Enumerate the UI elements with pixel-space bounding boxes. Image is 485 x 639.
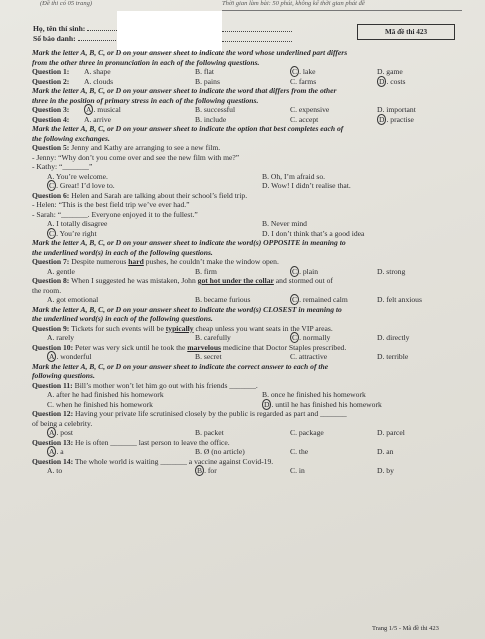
option-text: . carefully — [200, 333, 231, 342]
page-count-note: (Đề thi có 05 trang) — [40, 0, 92, 7]
question-row — [32, 67, 462, 77]
question-text: Tickets for such events will be — [71, 323, 166, 333]
answer-option — [377, 428, 405, 438]
name-blank-extension — [222, 31, 292, 32]
option-letter: B — [262, 219, 268, 228]
option-text: . I don’t think that’s a good idea — [267, 228, 365, 238]
answer-option — [290, 67, 316, 77]
exam-time-note: Thời gian làm bài: 50 phút, không kể thời gian phát đề — [222, 0, 365, 7]
answer-option — [47, 219, 107, 229]
answer-option — [47, 181, 115, 191]
question-prompt — [32, 409, 462, 419]
question-label: Question 2: — [32, 76, 70, 86]
text-line: the room. — [32, 285, 62, 295]
question-label: Question 12: — [32, 409, 74, 418]
question-prompt — [32, 457, 462, 467]
answer-option — [47, 333, 74, 343]
answer-option — [377, 466, 394, 476]
options-row — [32, 400, 462, 410]
question-label: Question 14: — [32, 456, 74, 466]
option-text: . important — [382, 105, 416, 114]
option-text: . terrible — [382, 352, 409, 361]
option-letter: A — [47, 219, 53, 228]
answer-option — [377, 115, 414, 125]
option-text: . by — [382, 466, 394, 475]
instruction-line: Mark the letter A, B, C, or D on your answer sheet to indicate the word that differs from the other — [32, 86, 337, 95]
option-letter: D — [377, 466, 383, 475]
candidate-name-label: Họ, tên thí sinh: — [33, 24, 86, 33]
question-prompt — [32, 257, 462, 267]
answer-option — [195, 77, 220, 87]
question-text-after: and stormed out of — [273, 276, 333, 285]
answer-option — [47, 466, 62, 476]
question-text: Peter was very sick until he took the — [75, 342, 188, 352]
option-text: . attractive — [295, 352, 328, 361]
instruction-line: Mark the letter A, B, C, or D on your answer sheet to indicate the word(s) CLOSEST in meaning to — [32, 304, 342, 314]
question-label: Question 7: — [32, 257, 70, 266]
question-text: The whole world is waiting _______ a vaccine against Covid-19. — [74, 456, 274, 466]
instruction-line: the underlined word(s) in each of the following questions. — [32, 247, 213, 257]
circled-answer-letter: D — [264, 399, 270, 409]
option-text: . pains — [200, 76, 220, 86]
option-text: . clouds — [89, 76, 114, 86]
option-text: . wonderful — [56, 352, 92, 361]
option-text: . post — [56, 428, 73, 437]
question-label: Question 8: — [32, 276, 70, 285]
answer-option — [195, 447, 245, 457]
answer-option — [47, 229, 97, 239]
underlined-phrase: got hot under the collar — [197, 276, 274, 285]
option-text: . You’re right — [56, 228, 97, 238]
instruction-line: Mark the letter A, B, C, or D on your answer sheet to indicate the option that best completes each of — [32, 124, 344, 133]
option-letter: B — [262, 171, 268, 181]
question-label: Question 9: — [32, 323, 70, 333]
answer-option — [195, 466, 217, 476]
answer-option — [262, 229, 364, 239]
instruction-line: Mark the letter A, B, C, or D on your answer sheet to indicate the correct answer to each of the — [32, 361, 329, 371]
answer-option — [377, 267, 405, 277]
options-row — [32, 466, 462, 476]
option-text: . secret — [200, 352, 222, 361]
circled-answer-letter: C — [292, 333, 298, 342]
option-text: . arrive — [89, 114, 111, 124]
answer-option — [195, 67, 214, 77]
options-row — [32, 390, 462, 400]
answer-option — [195, 352, 222, 362]
answer-option — [290, 428, 324, 438]
answer-option — [377, 447, 393, 457]
question-text: Bill’s mother won’t let him go out with his friends _______. — [74, 380, 258, 390]
question-label: Question 13: — [32, 437, 74, 447]
option-text: . remained calm — [299, 295, 348, 304]
option-letter: B — [195, 333, 201, 342]
answer-option — [195, 267, 217, 277]
question-text-after: pushes, he couldn’t make the window open. — [143, 257, 279, 266]
question-text: When I suggested he was mistaken, John — [71, 276, 198, 285]
option-text: . flat — [200, 67, 214, 76]
circled-answer-letter: C — [292, 295, 298, 304]
option-text: . Never mind — [267, 219, 307, 228]
answer-option — [47, 295, 98, 305]
option-text: . to — [52, 466, 63, 475]
option-letter: D — [262, 181, 268, 190]
circled-answer-letter: A — [86, 105, 92, 114]
option-text: . an — [382, 447, 394, 456]
option-text: . gentle — [52, 266, 75, 276]
option-text: . once he finished his homework — [267, 390, 366, 399]
option-text: . Wow! I didn’t realise that. — [267, 181, 351, 190]
option-text: . musical — [93, 105, 121, 114]
option-letter: A — [84, 67, 90, 76]
option-letter: A — [84, 114, 90, 124]
option-text: . Ø (no article) — [200, 447, 245, 456]
option-letter: D — [262, 228, 268, 238]
options-row — [32, 352, 462, 362]
answer-option — [262, 172, 325, 182]
options-row — [32, 229, 462, 239]
option-text: . after he had finished his homework — [52, 390, 164, 399]
option-text: . You’re welcome. — [52, 171, 108, 181]
option-text: . directly — [382, 333, 410, 342]
circled-answer-letter: D — [379, 114, 385, 124]
question-text: Despite numerous — [71, 257, 129, 266]
question-text: Having your private life scrutinised closely by the public is regarded as part and _______ — [75, 409, 347, 418]
question-text: Jenny and Kathy are arranging to see a new film. — [71, 143, 221, 152]
option-text: . costs — [386, 76, 406, 86]
option-letter: B — [195, 67, 201, 76]
option-letter: C — [290, 105, 296, 114]
option-letter: D — [377, 352, 383, 361]
option-letter: B — [195, 428, 201, 437]
option-text: . successful — [200, 105, 236, 114]
option-letter: B — [195, 352, 201, 361]
options-row — [32, 295, 462, 305]
option-letter: C — [290, 428, 296, 437]
option-text: . Great! I’d love to. — [56, 181, 115, 190]
option-letter: D — [377, 333, 383, 342]
question-row — [32, 105, 462, 115]
circled-answer-letter: C — [292, 67, 298, 76]
page-footer: Trang 1/5 - Mã đề thi 423 — [372, 625, 439, 632]
option-text: . strong — [382, 266, 406, 276]
question-label: Question 11: — [32, 380, 73, 390]
question-label: Question 3: — [32, 105, 70, 114]
answer-option — [195, 428, 224, 438]
option-letter: C — [290, 76, 296, 86]
option-text: . include — [200, 114, 227, 124]
option-letter: B — [195, 105, 201, 114]
option-letter: C — [47, 399, 53, 409]
answer-option — [47, 352, 92, 362]
answer-option — [84, 115, 111, 125]
option-letter: D — [377, 67, 383, 76]
option-text: . until he has finished his homework — [271, 399, 382, 409]
option-letter: B — [262, 390, 268, 399]
answer-option — [290, 466, 305, 476]
question-label: Question 5: — [32, 143, 70, 152]
instruction-line: the underlined word(s) in each of the following questions. — [32, 314, 213, 323]
option-text: . accept — [295, 114, 319, 124]
answer-option — [262, 181, 351, 191]
text-line: - Helen: “This is the best field trip we’ve ever had.” — [32, 200, 190, 209]
exam-code-box: Mã đề thi 423 — [357, 24, 455, 40]
question-prompt — [32, 343, 462, 353]
option-letter: C — [290, 352, 296, 361]
option-text: . farms — [295, 76, 317, 86]
answer-option — [290, 333, 330, 343]
question-prompt — [32, 381, 462, 391]
answer-option — [377, 333, 409, 343]
option-letter: A — [47, 266, 53, 276]
instruction-line: three in the position of primary stress in each of the following questions. — [32, 95, 259, 105]
question-label: Question 4: — [32, 114, 70, 124]
option-letter: D — [377, 447, 383, 456]
circled-answer-letter: A — [49, 447, 55, 456]
option-text: . when he finished his homework — [52, 399, 153, 409]
answer-option — [47, 172, 108, 182]
option-letter: A — [47, 295, 53, 304]
candidate-id-label: Số báo danh: — [33, 34, 76, 43]
option-letter: B — [195, 76, 201, 86]
option-text: . game — [382, 67, 403, 76]
answer-option — [377, 295, 422, 305]
option-letter: A — [47, 466, 53, 475]
question-label: Question 1: — [32, 67, 70, 76]
question-text: He is often _______ last person to leave the office. — [75, 437, 230, 447]
answer-option — [290, 115, 318, 125]
option-text: . lake — [299, 67, 316, 76]
text-line: of being a celebrity. — [32, 418, 93, 428]
circled-answer-letter: B — [197, 466, 203, 475]
options-row — [32, 219, 462, 229]
option-letter: A — [47, 171, 53, 181]
option-text: . normally — [299, 333, 331, 342]
option-text: . expensive — [295, 105, 330, 114]
circled-answer-letter: C — [292, 266, 298, 276]
answer-option — [47, 390, 164, 400]
question-prompt — [32, 276, 462, 286]
answer-option — [262, 400, 382, 410]
answer-option — [377, 105, 416, 115]
answer-option — [262, 219, 307, 229]
option-letter: D — [377, 295, 383, 304]
answer-option — [195, 115, 226, 125]
answer-option — [84, 105, 121, 115]
underlined-phrase: typically — [165, 323, 194, 333]
exam-content — [32, 48, 462, 476]
answer-option — [290, 105, 329, 115]
answer-option — [195, 333, 231, 343]
option-letter: B — [195, 295, 201, 304]
option-text: . plain — [299, 266, 319, 276]
instruction-line: from the other three in pronunciation in each of the following questions. — [32, 57, 260, 67]
answer-option — [195, 295, 250, 305]
options-row — [32, 447, 462, 457]
option-letter: B — [195, 114, 201, 124]
option-text: . became furious — [200, 295, 251, 304]
option-text: . firm — [200, 266, 217, 276]
redaction-box — [117, 11, 222, 52]
answer-option — [290, 77, 316, 87]
circled-answer-letter: A — [49, 428, 55, 437]
instruction-line: Mark the letter A, B, C, or D on your answer sheet to indicate the word whose underlined part differs — [32, 48, 348, 57]
answer-option — [290, 295, 348, 305]
answer-option — [377, 77, 405, 87]
option-text: . felt anxious — [382, 295, 422, 304]
id-blank-extension — [222, 41, 292, 42]
options-row — [32, 172, 462, 182]
answer-option — [377, 352, 408, 362]
answer-option — [47, 447, 64, 457]
instruction-line: following questions. — [32, 371, 95, 380]
options-row — [32, 181, 462, 191]
option-text: . got emotional — [52, 295, 99, 304]
instruction-line: the following exchanges. — [32, 133, 110, 143]
answer-option — [47, 428, 73, 438]
option-letter: D — [377, 266, 383, 276]
circled-answer-letter: C — [49, 228, 55, 238]
option-letter: A — [84, 76, 90, 86]
text-line: - Kathy: “_______” — [32, 162, 93, 171]
question-label: Question 10: — [32, 342, 74, 352]
option-text: . rarely — [52, 333, 74, 342]
answer-option — [262, 390, 366, 400]
answer-option — [47, 400, 153, 410]
answer-option — [290, 352, 327, 362]
options-row — [32, 333, 462, 343]
options-row — [32, 267, 462, 277]
option-text: . I totally disagree — [52, 219, 108, 228]
option-letter: A — [47, 333, 53, 342]
option-text: . shape — [89, 67, 111, 76]
option-letter: C — [290, 466, 296, 475]
answer-option — [290, 267, 318, 277]
question-label: Question 6: — [32, 190, 70, 200]
question-prompt — [32, 324, 462, 334]
underlined-phrase: marvelous — [187, 342, 221, 352]
option-text: . Oh, I’m afraid so. — [267, 171, 326, 181]
option-text: . the — [295, 447, 309, 456]
answer-option — [47, 267, 75, 277]
option-letter: D — [377, 105, 383, 114]
answer-option — [195, 105, 235, 115]
answer-option — [84, 67, 111, 77]
text-line: - Jenny: “Why don’t you come over and see the new film with me?” — [32, 152, 240, 162]
question-prompt — [32, 191, 462, 201]
instruction-line: Mark the letter A, B, C, or D on your answer sheet to indicate the word(s) OPPOSITE in meaning to — [32, 238, 346, 247]
option-letter: A — [47, 390, 53, 399]
option-letter: B — [195, 266, 201, 276]
option-text: . in — [295, 466, 305, 475]
option-letter: C — [290, 447, 296, 456]
option-text: . parcel — [382, 428, 405, 437]
question-row — [32, 115, 462, 125]
answer-option — [290, 447, 308, 457]
option-text: . packet — [200, 428, 224, 437]
header-divider — [222, 10, 462, 11]
option-text: . a — [56, 447, 64, 456]
circled-answer-letter: D — [379, 76, 385, 86]
circled-answer-letter: A — [49, 352, 55, 361]
question-prompt — [32, 143, 462, 153]
option-text: . practise — [386, 114, 414, 124]
question-text-after: medicine that Doctor Staples prescribed. — [221, 342, 347, 352]
option-letter: C — [290, 114, 296, 124]
question-prompt — [32, 438, 462, 448]
options-row — [32, 428, 462, 438]
question-row — [32, 77, 462, 87]
circled-answer-letter: C — [49, 181, 55, 190]
underlined-phrase: hard — [128, 257, 144, 266]
question-text: Helen and Sarah are talking about their school’s field trip. — [71, 190, 248, 200]
question-text-after: cheap unless you want seats in the VIP areas. — [193, 323, 333, 333]
option-letter: D — [377, 428, 383, 437]
answer-option — [84, 77, 113, 87]
text-line: - Sarah: “_______. Everyone enjoyed it to the fullest.” — [32, 209, 198, 219]
option-text: . for — [204, 466, 217, 475]
option-text: . package — [295, 428, 324, 437]
option-letter: B — [195, 447, 201, 456]
